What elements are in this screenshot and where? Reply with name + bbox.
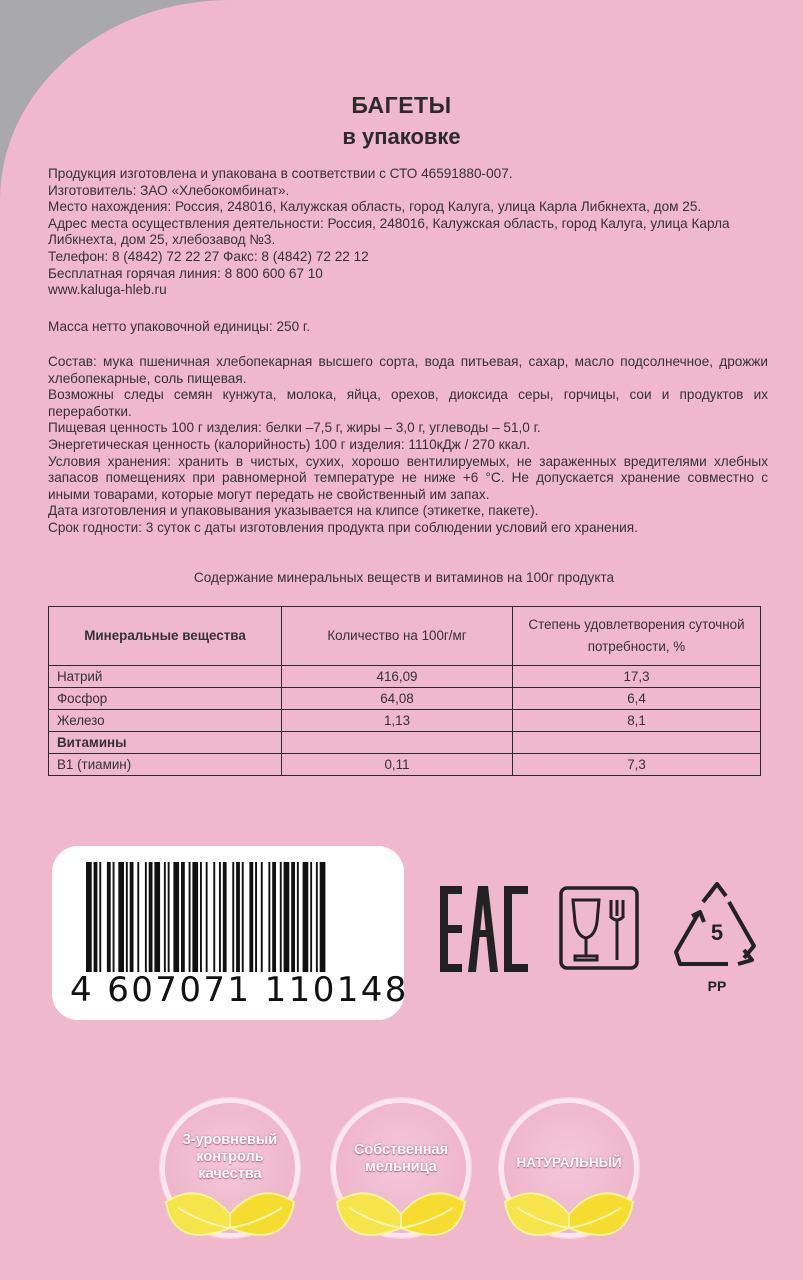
table-header: Количество на 100г/мг [282, 607, 513, 666]
nutrition-line: Пищевая ценность 100 г изделия: белки –7,5 г, жиры – 3,0 г, углеводы – 51,0 г. [48, 420, 541, 436]
website-line: www.kaluga-hleb.ru [48, 282, 167, 298]
badge-text: 3-уровневый контроль качества [182, 1132, 278, 1182]
date-line: Дата изготовления и упаковывания указывается на клипсе (этикетке, пакете). [48, 503, 539, 519]
barcode-bar [213, 862, 215, 972]
barcode-bar [173, 862, 179, 972]
manufacturer-line: Изготовитель: ЗАО «Хлебокомбинат». [48, 182, 290, 198]
barcode-bar [268, 862, 270, 972]
barcode-bar [200, 862, 202, 972]
table-cell: 6,4 [513, 688, 761, 710]
table-cell: 17,3 [513, 666, 761, 688]
table-cell: 8,1 [513, 710, 761, 732]
leaf-icon [499, 1180, 639, 1270]
table-row [49, 732, 761, 754]
phone-line: Телефон: 8 (4842) 72 22 27 Факс: 8 (4842) 72 22 12 [48, 248, 369, 264]
table-cell: Фосфор [49, 688, 282, 710]
leaf-icon [160, 1180, 300, 1270]
energy-line: Энергетическая ценность (калорийность) 100 г изделия: 1110кДж / 270 ккал. [48, 436, 531, 452]
barcode-bar [280, 862, 282, 972]
standard-line: Продукция изготовлена и упакована в соответствии с СТО 46591880-007. [48, 166, 513, 181]
barcode-bar [236, 862, 240, 972]
table-cell: 0,11 [282, 754, 513, 776]
product-title: БАГЕТЫ [351, 92, 452, 118]
table-caption: Содержание минеральных веществ и витаминов на 100г продукта [193, 570, 615, 585]
barcode-bar [249, 862, 253, 972]
quality-control-badge [160, 1098, 300, 1280]
barcode-bar [284, 862, 290, 972]
table-cell: Натрий [49, 666, 282, 688]
barcode [52, 846, 409, 1020]
product-subtitle: в упаковке [342, 124, 461, 149]
barcode-bar [149, 862, 153, 972]
location-line: Место нахождения: Россия, 248016, Калужская область, город Калуга, улица Карла Либкнехта, дом 25. [48, 199, 702, 215]
ingredients-line: Состав: мука пшеничная хлебопекарная высшего сорта, вода питьевая, сахар, масло подсолнечное, дрожжи хлебопекарные, соль пищевая. [48, 354, 768, 386]
table-cell [513, 732, 761, 754]
shelf-life-line: Срок годности: 3 суток с даты изготовления продукта при соблюдении условий его хранения. [48, 519, 638, 535]
barcode-bar [297, 862, 299, 972]
leaf-icon [331, 1180, 471, 1270]
badge-text: Собственная мельница [353, 1142, 449, 1175]
barcode-bar [261, 862, 263, 972]
barcode-bar [164, 862, 166, 972]
table-cell: Железо [49, 710, 282, 732]
barcode-bar [223, 862, 227, 972]
storage-line: Условия хранения: хранить в чистых, сухих, хорошо вентилируемых, не зараженных вредителями хлебных запасов помещениях при равномерной температуре не ниже +6 °С. Не допускается хранение совместно с иными товарами, которые могут передать не свойственный им запах. [48, 453, 768, 502]
barcode-bar [242, 862, 244, 972]
allergens-line: Возможны следы семян кунжута, молока, яйца, орехов, диоксида серы, горчицы, сои и продуктов их переработки. [48, 387, 768, 419]
barcode-bar [113, 862, 115, 972]
barcode-bar [86, 862, 92, 972]
barcode-bar [206, 862, 208, 972]
recycle-number: 5 [710, 920, 724, 945]
barcode-bar [320, 862, 326, 972]
minerals-table [48, 606, 761, 776]
barcode-bar [168, 862, 170, 972]
barcode-bar [219, 862, 221, 972]
table-cell: B1 (тиамин) [49, 754, 282, 776]
barcode-bar [272, 862, 276, 972]
recycle-icon [672, 880, 762, 976]
barcode-bar [310, 862, 312, 972]
table-header: Степень удовлетворения суточной потребности, % [513, 607, 761, 666]
barcode-bars [52, 846, 404, 976]
table-row [49, 710, 761, 732]
barcode-bar [118, 862, 124, 972]
manufacturer-info [48, 166, 768, 299]
barcode-bar [232, 862, 234, 972]
composition-info [48, 354, 768, 537]
table-cell: 7,3 [513, 754, 761, 776]
barcode-bar [99, 862, 101, 972]
barcode-bar [316, 862, 318, 972]
recycle-code: PP [707, 978, 727, 994]
net-mass: Масса нетто упаковочной единицы: 250 г. [48, 319, 310, 334]
glass-fork-icon [559, 886, 639, 970]
barcode-bar [192, 862, 198, 972]
barcode-bar [291, 862, 295, 972]
table-header: Минеральные вещества [49, 607, 282, 666]
eac-mark-icon [440, 886, 530, 972]
barcode-digits: 4 607071 110148 [70, 970, 409, 1010]
table-row [49, 688, 761, 710]
table-cell: 416,09 [282, 666, 513, 688]
barcode-bar [107, 862, 111, 972]
table-row [49, 754, 761, 776]
barcode-bar [137, 862, 139, 972]
barcode-bar [189, 862, 191, 972]
table-row [49, 666, 761, 688]
barcode-bar [130, 862, 134, 972]
badge-text: НАТУРАЛЬНЫЙ [516, 1155, 622, 1170]
address-line: Адрес места осуществления деятельности: Россия, 248016, Калужская область, город Калуга, улица Карла Либкнехта, дом 25, хлебозавод №3. [48, 215, 730, 248]
table-cell [282, 732, 513, 754]
barcode-bar [255, 862, 257, 972]
natural-badge [499, 1098, 639, 1280]
table-cell: Витамины [49, 732, 282, 754]
hotline-line: Бесплатная горячая линия: 8 800 600 67 10 [48, 265, 323, 281]
barcode-bar [145, 862, 147, 972]
table-header-row [49, 607, 761, 666]
barcode-bar [154, 862, 160, 972]
table-cell: 64,08 [282, 688, 513, 710]
barcode-bar [303, 862, 309, 972]
barcode-bar [94, 862, 98, 972]
table-cell: 1,13 [282, 710, 513, 732]
barcode-bar [126, 862, 128, 972]
own-mill-badge [331, 1098, 471, 1280]
barcode-bar [181, 862, 185, 972]
